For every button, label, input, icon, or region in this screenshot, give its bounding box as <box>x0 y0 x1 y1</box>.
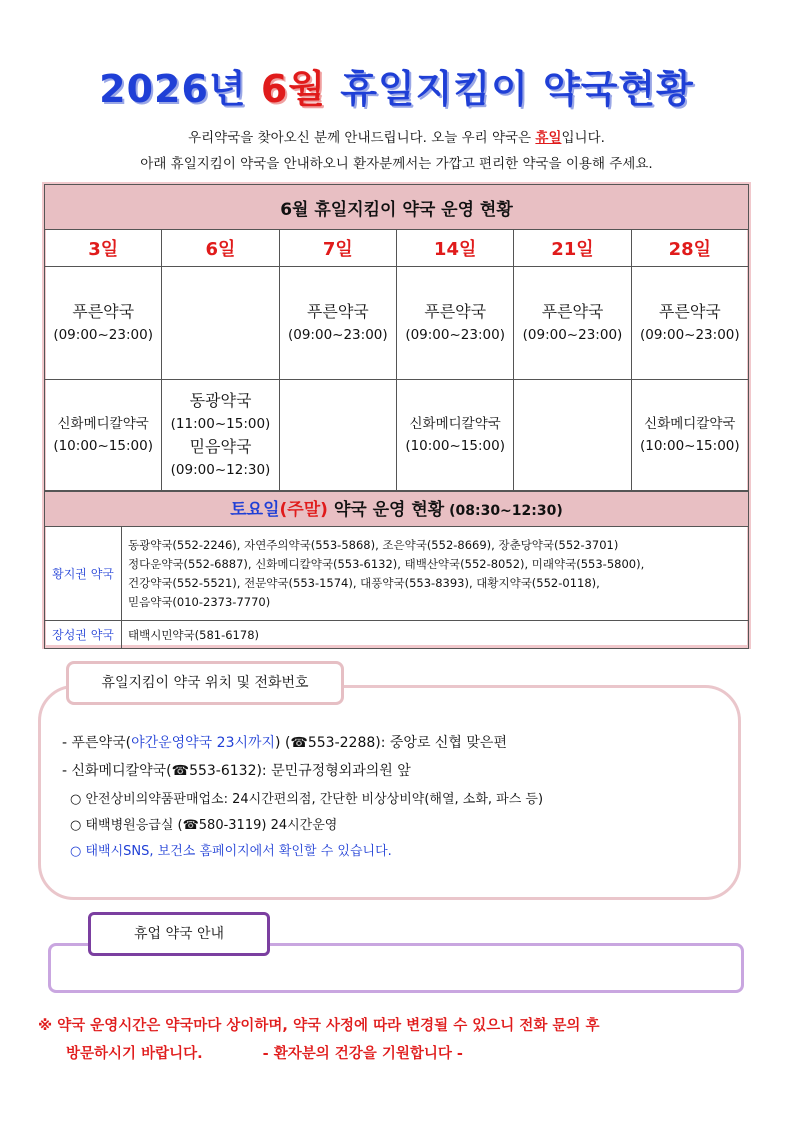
closed-pharmacy-label: 휴업 약국 안내 <box>88 912 270 956</box>
schedule-cell: 신화메디칼약국 (10:00~15:00) <box>396 380 513 491</box>
notice-line-2: 방문하시기 바랍니다. - 환자분의 건강을 기원합니다 - <box>66 1046 463 1062</box>
title-rest: 휴일지킴이 약국현황 <box>340 67 694 111</box>
schedule-cell <box>162 267 279 380</box>
info-line: ○ 태백시SNS, 보건소 홈페이지에서 확인할 수 있습니다. <box>70 844 392 859</box>
schedule-header: 6월 휴일지킴이 약국 운영 현황 <box>45 185 749 230</box>
info-line: - 신화메디칼약국(☎553-6132): 문민규정형외과의원 앞 <box>62 763 411 779</box>
page-title <box>0 58 793 113</box>
region-pharmacy-list: 동광약국(552-2246), 자연주의약국(553-5868), 조은약국(552-8669), 장춘당약국(552-3701) 정다운약국(552-6887), 신화메디칼약국(553-6132), 태백산약국(552-8052), 미래약국(553-5800), 건강약국(552-5521), 전문약국(553-1574), 대풍약국(553-8393), 대황지약국(552-0118), 믿음약국(010-2373-7770) <box>122 527 749 621</box>
schedule-cell: 푸른약국 (09:00~23:00) <box>396 267 513 380</box>
day-cell: 21일 <box>514 230 631 267</box>
info-line: ○ 태백병원응급실 (☎580-3119) 24시간운영 <box>70 818 338 833</box>
notice-line-1: ※ 약국 운영시간은 약국마다 상이하며, 약국 사정에 따라 변경될 수 있으니 전화 문의 후 <box>38 1018 600 1034</box>
region-pharmacy-list: 태백시민약국(581-6178) <box>122 621 749 649</box>
intro-line-2: 아래 휴일지킴이 약국을 안내하오니 환자분께서는 가깝고 편리한 약국을 이용해 주세요. <box>140 156 653 172</box>
day-cell: 6일 <box>162 230 279 267</box>
region-label: 황지권 약국 <box>45 527 122 621</box>
info-label: 휴일지킴이 약국 위치 및 전화번호 <box>66 661 344 705</box>
day-cell: 28일 <box>631 230 748 267</box>
region-label: 장성권 약국 <box>45 621 122 649</box>
saturday-table <box>44 526 749 649</box>
info-line: - 푸른약국(야간운영약국 23시까지) (☎553-2288): 중앙로 신협 맞은편 <box>62 735 507 751</box>
schedule-cell: 푸른약국 (09:00~23:00) <box>631 267 748 380</box>
schedule-cell: 신화메디칼약국 (10:00~15:00) <box>631 380 748 491</box>
holiday-schedule-table <box>44 184 749 491</box>
notice <box>38 1012 758 1068</box>
schedule-cell <box>279 380 396 491</box>
intro-line-1: 우리약국을 찾아오신 분께 안내드립니다. 오늘 우리 약국은 휴일입니다. <box>188 130 605 146</box>
info-line: ○ 안전상비의약품판매업소: 24시간편의점, 간단한 비상상비약(해열, 소화, 파스 등) <box>70 792 544 807</box>
schedule-cell: 푸른약국 (09:00~23:00) <box>279 267 396 380</box>
saturday-header: 토요일(주말) 약국 운영 현황 (08:30~12:30) <box>44 491 749 527</box>
day-cell: 14일 <box>396 230 513 267</box>
title-year: 2026년 <box>99 67 247 111</box>
day-cell: 7일 <box>279 230 396 267</box>
day-cell: 3일 <box>45 230 162 267</box>
schedule-cell: 동광약국 (11:00~15:00) 믿음약국 (09:00~12:30) <box>162 380 279 491</box>
title-month: 6월 <box>260 67 327 111</box>
schedule-cell: 신화메디칼약국 (10:00~15:00) <box>45 380 162 491</box>
schedule-cell <box>514 380 631 491</box>
schedule-cell: 푸른약국 (09:00~23:00) <box>45 267 162 380</box>
intro-highlight: 휴일 <box>535 130 562 146</box>
schedule-cell: 푸른약국 (09:00~23:00) <box>514 267 631 380</box>
